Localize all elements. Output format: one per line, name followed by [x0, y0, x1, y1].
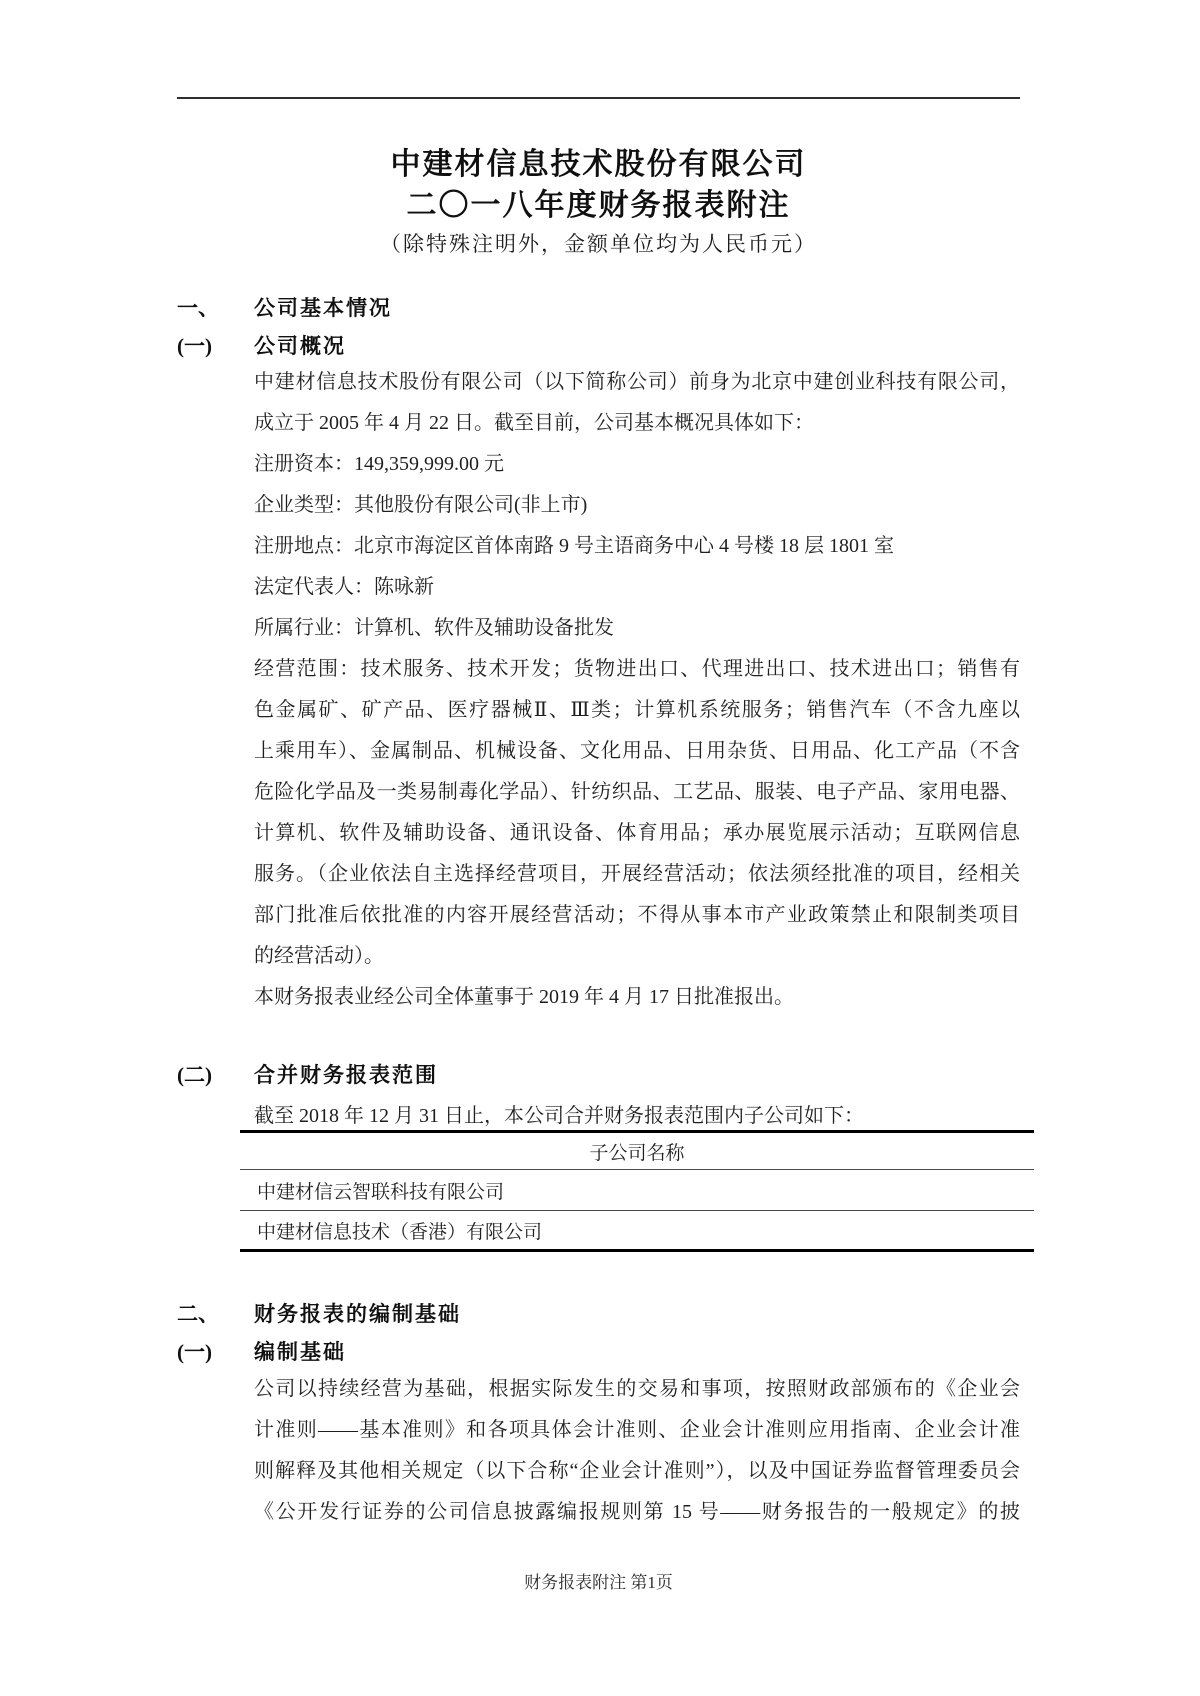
section-heading-company-basics — [177, 293, 1020, 323]
body-text-line: 中建材信息技术股份有限公司（以下简称公司）前身为北京中建创业科技有限公司， — [254, 371, 1020, 393]
body-text-line: 《公开发行证券的公司信息披露编报规则第 15 号——财务报告的一般规定》的披 — [254, 1501, 1020, 1523]
section-number: 一、 — [177, 296, 219, 320]
body-text-line: 服务。（企业依法自主选择经营项目，开展经营活动；依法须经批准的项目，经相关 — [254, 863, 1020, 885]
currency-note: （除特殊注明外，金额单位均为人民币元） — [380, 232, 817, 256]
subsection-heading-basis — [177, 1337, 1020, 1367]
title-block — [177, 144, 1020, 263]
header-rule — [177, 97, 1020, 99]
subsection-title: 合并财务报表范围 — [254, 1063, 438, 1087]
body-text-line: 所属行业：计算机、软件及辅助设备批发 — [254, 617, 614, 639]
body-text-line: 本财务报表业经公司全体董事于 2019 年 4 月 17 日批准报出。 — [254, 986, 794, 1008]
subsection-number: (一) — [177, 1340, 212, 1364]
body-text-line: 企业类型：其他股份有限公司(非上市) — [254, 494, 588, 516]
body-text-line: 法定代表人：陈咏新 — [254, 576, 434, 598]
subsection-heading-company-profile — [177, 331, 1020, 361]
body-text-line: 危险化学品及一类易制毒化学品）、针纺织品、工艺品、服装、电子产品、家用电器、 — [254, 781, 1020, 803]
section-title: 公司基本情况 — [254, 296, 392, 320]
subsection-heading-consolidation-scope — [177, 1060, 1020, 1090]
body-text-line: 色金属矿、矿产品、医疗器械Ⅱ、Ⅲ类；计算机系统服务；销售汽车（不含九座以 — [254, 699, 1020, 721]
section-title: 财务报表的编制基础 — [254, 1302, 461, 1326]
body-text-line: 成立于 2005 年 4 月 22 日。截至目前，公司基本概况具体如下： — [254, 412, 814, 434]
body-text-line: 计准则——基本准则》和各项具体会计准则、企业会计准则应用指南、企业会计准 — [254, 1419, 1020, 1441]
page-footer: 财务报表附注 第1页 — [524, 1573, 673, 1592]
body-text-line: 部门批准后依批准的内容开展经营活动；不得从事本市产业政策禁止和限制类项目 — [254, 904, 1020, 926]
body-text-line: 则解释及其他相关规定（以下合称“企业会计准则”），以及中国证券监督管理委员会 — [254, 1460, 1020, 1482]
table-header-row — [240, 1133, 1034, 1170]
body-text-line: 计算机、软件及辅助设备、通讯设备、体育用品；承办展览展示活动；互联网信息 — [254, 822, 1020, 844]
body-text-line: 注册地点：北京市海淀区首体南路 9 号主语商务中心 4 号楼 18 层 1801 室 — [254, 535, 894, 557]
subsection-number: (一) — [177, 334, 212, 358]
table-intro-text: 截至 2018 年 12 月 31 日止，本公司合并财务报表范围内子公司如下： — [254, 1105, 864, 1127]
subsection-title: 公司概况 — [254, 334, 346, 358]
page-content — [177, 0, 1020, 1696]
table-row: 中建材信云智联科技有限公司 — [240, 1170, 1034, 1211]
body-text-line: 经营范围：技术服务、技术开发；货物进出口、代理进出口、技术进出口；销售有 — [254, 658, 1020, 680]
document-title-company: 中建材信息技术股份有限公司 — [390, 148, 807, 181]
body-text-line: 的经营活动）。 — [254, 945, 384, 967]
subsection-number: (二) — [177, 1063, 212, 1087]
subsidiaries-table — [240, 1130, 1034, 1252]
section-number: 二、 — [177, 1302, 219, 1326]
document-title-report: 二〇一八年度财务报表附注 — [406, 189, 791, 222]
table-header-subsidiary-name: 子公司名称 — [589, 1142, 685, 1164]
body-text-line: 上乘用车）、金属制品、机械设备、文化用品、日用杂货、日用品、化工产品（不含 — [254, 740, 1020, 762]
preparation-basis-paragraph — [254, 1369, 1020, 1533]
subsection-title: 编制基础 — [254, 1340, 346, 1364]
body-text-line: 公司以持续经营为基础，根据实际发生的交易和事项，按照财政部颁布的《企业会 — [254, 1378, 1020, 1400]
body-text-line: 注册资本：149,359,999.00 元 — [254, 453, 504, 475]
table-row: 中建材信息技术（香港）有限公司 — [257, 1221, 543, 1243]
company-profile-paragraph — [254, 362, 1020, 1018]
section-heading-preparation-basis — [177, 1299, 1020, 1329]
